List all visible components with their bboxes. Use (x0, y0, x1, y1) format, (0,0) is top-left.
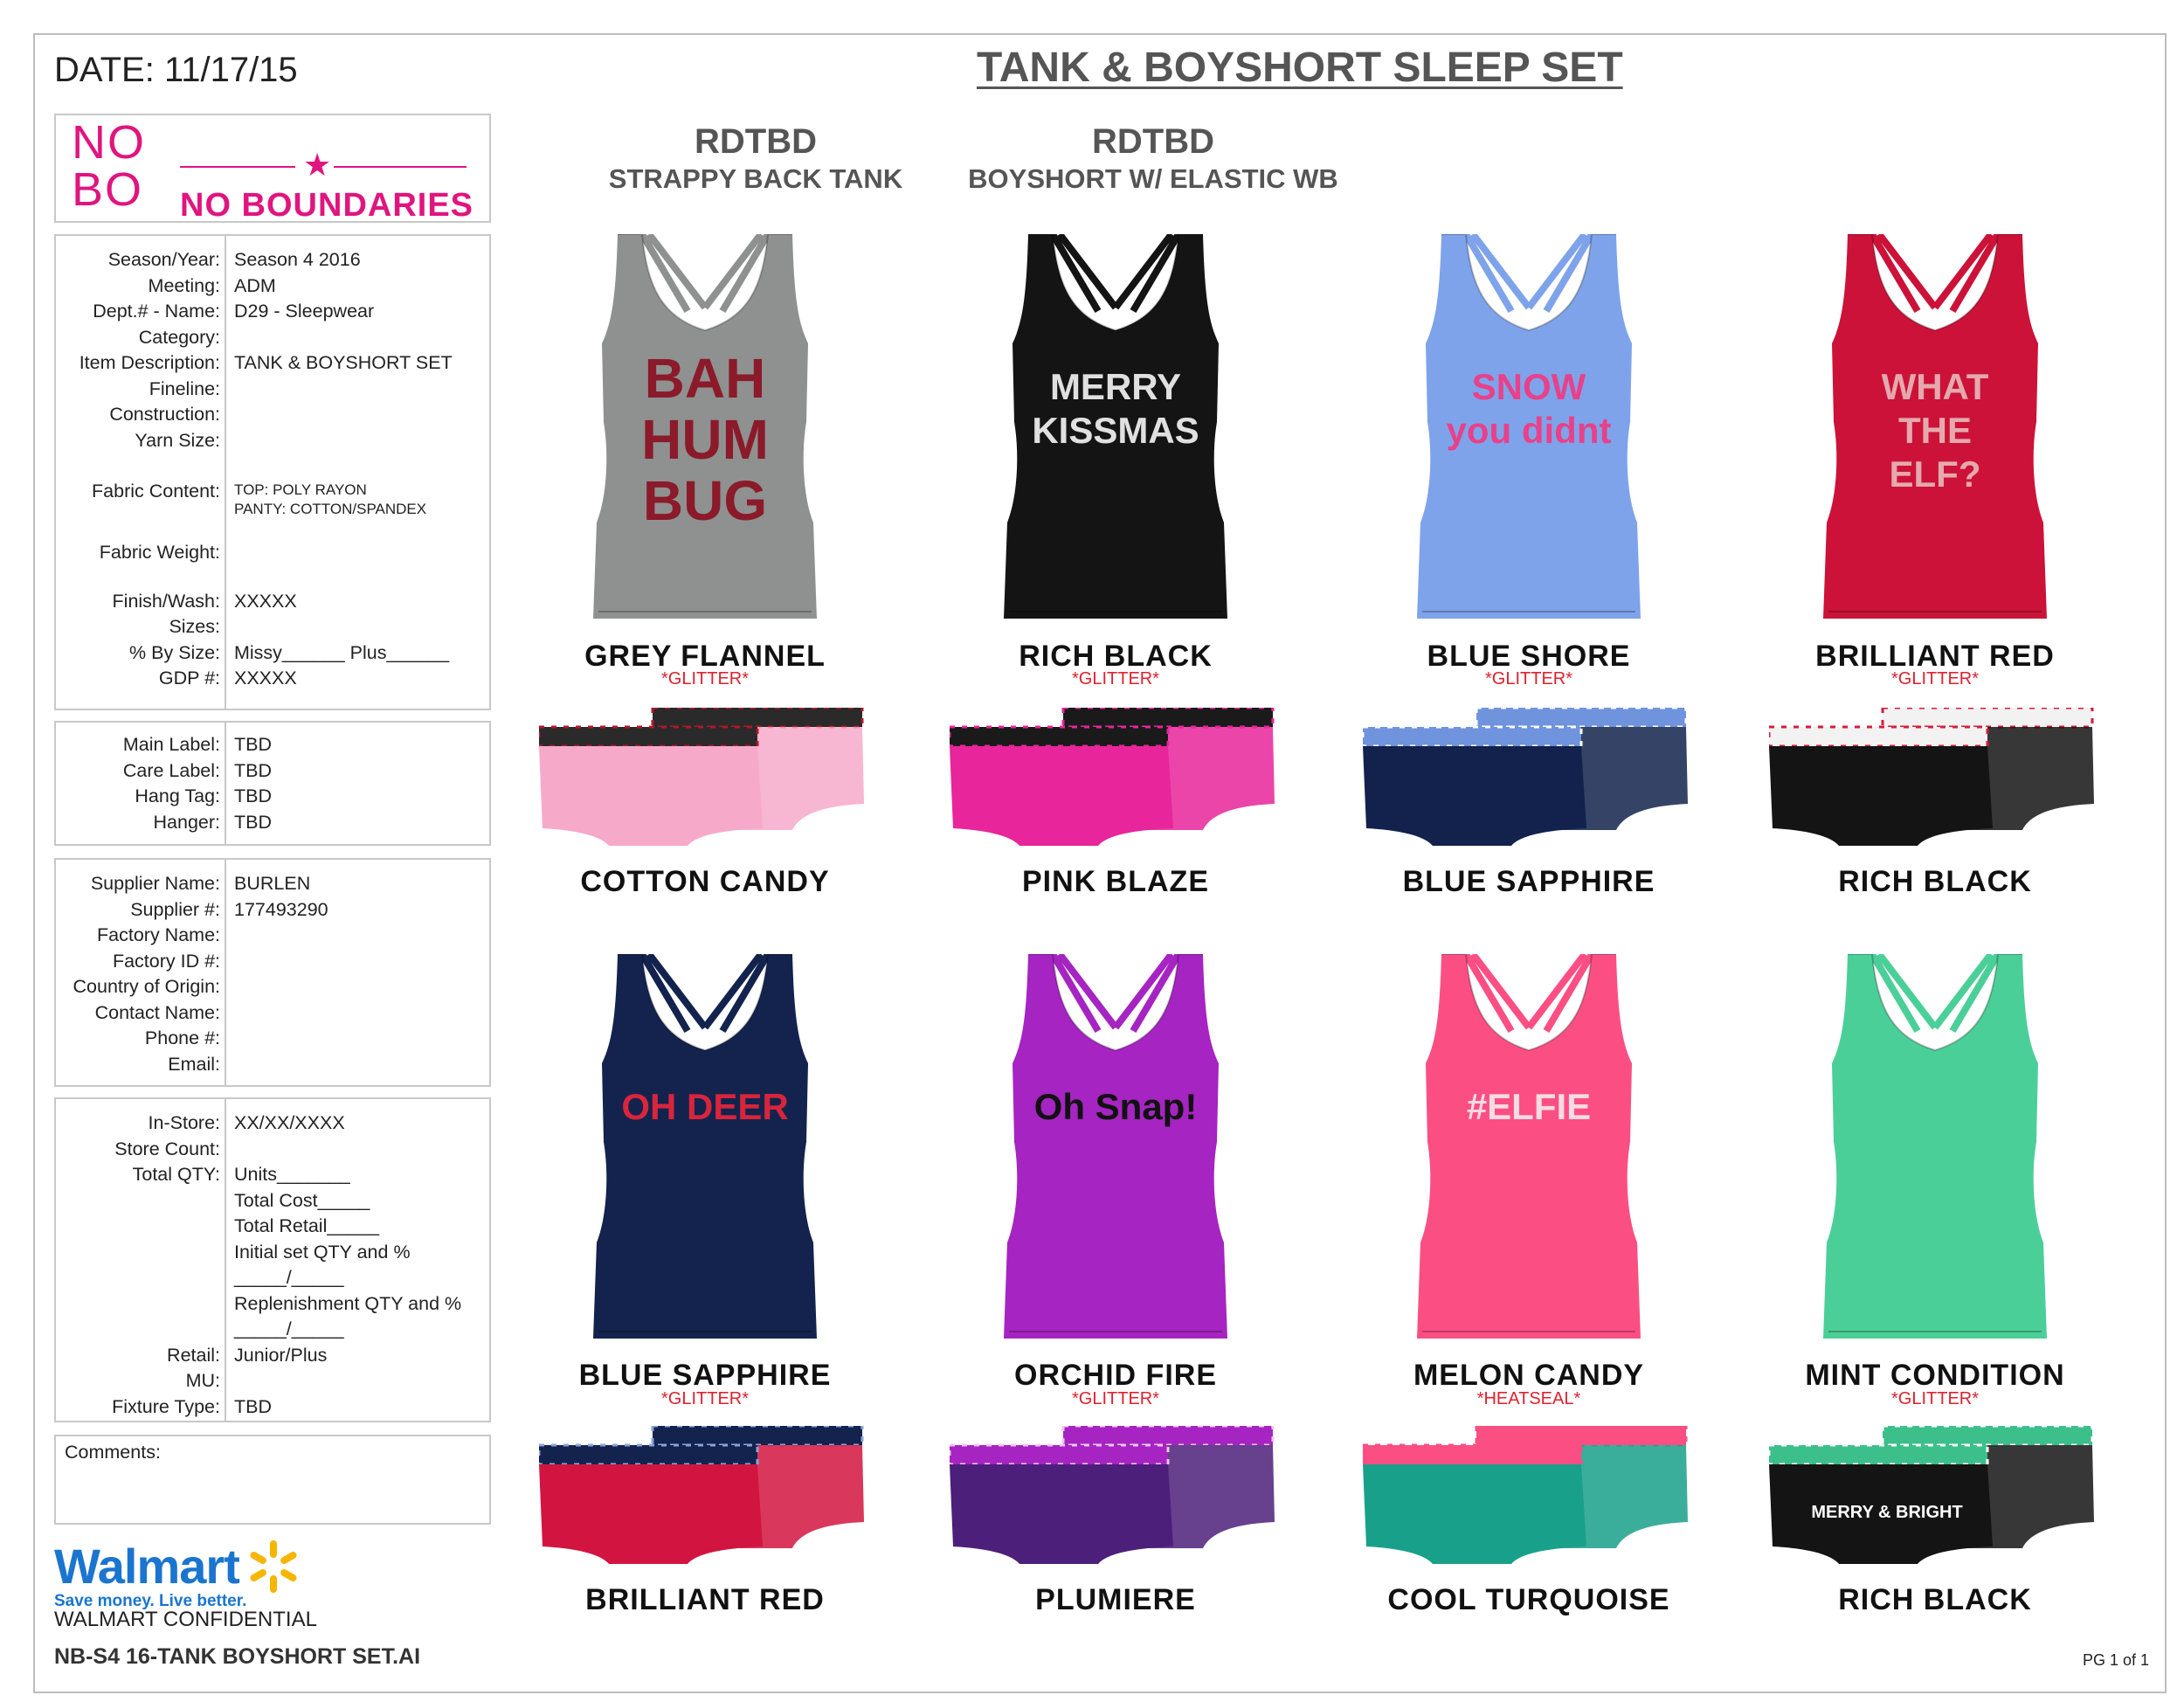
boyshort (950, 708, 1282, 848)
boyshort-illustration (539, 1426, 871, 1566)
supplier-box (54, 858, 491, 1087)
spec-key: Contact Name: (94, 1001, 220, 1023)
spec-value: Total Cost_____ (234, 1189, 370, 1211)
boyshort (539, 708, 871, 848)
tank-graphic-text: Oh Snap! (1033, 1086, 1198, 1127)
spec-value: Units_______ (234, 1164, 350, 1185)
date-label: DATE: 11/17/15 (54, 51, 298, 89)
spec-key: Country of Origin: (73, 976, 220, 997)
boyshort (950, 1426, 1282, 1566)
walmart-logo (54, 1538, 302, 1611)
tank-top (985, 954, 1247, 1339)
spec-value: Junior/Plus (234, 1344, 328, 1366)
logo-rule-left (180, 166, 295, 168)
tank-graphic-text: WHAT THE ELF? (1881, 366, 1989, 495)
spec-key: Store Count: (114, 1138, 220, 1159)
spec-key: Fabric Content: (92, 480, 220, 502)
walmart-tagline: Save money. Live better. (54, 1592, 247, 1610)
tank-top (574, 234, 836, 619)
style-tank: RDTBD STRAPPY BACK TANK (608, 122, 903, 194)
nobo-monogram: NO BO (72, 116, 146, 216)
spec-value: TBD (234, 1395, 272, 1417)
confidential-label: WALMART CONFIDENTIAL (54, 1608, 317, 1631)
spec-key: Fineline: (149, 377, 220, 399)
boyshort (1769, 708, 2101, 848)
spec-key: Sizes: (169, 616, 220, 637)
spec-key: Retail: (167, 1344, 220, 1366)
spec-key: Factory ID #: (112, 950, 220, 972)
comments-label: Comments: (65, 1442, 161, 1463)
boyshort (1363, 708, 1695, 848)
spec-key: Fabric Weight: (99, 541, 220, 563)
tank-top (1804, 234, 2066, 619)
tank-illustration (1398, 954, 1660, 1339)
tank-color-name: GREY FLANNEL (584, 640, 826, 673)
spec-key: Finish/Wash: (112, 590, 220, 612)
spec-value: 177493290 (234, 898, 328, 920)
tank-graphic-text: SNOW you didnt (1446, 366, 1612, 451)
spec-value: _____/_____ (234, 1318, 344, 1339)
tank-illustration (985, 954, 1247, 1339)
spec-key: Phone #: (144, 1027, 220, 1048)
spec-value: TBD (234, 759, 272, 781)
spec-value: TBD (234, 785, 272, 806)
finish-note: *GLITTER* (1071, 669, 1160, 688)
spec-key: Supplier Name: (90, 873, 220, 894)
boyshort-color-name: PINK BLAZE (1022, 865, 1209, 898)
spec-value: Total Retail_____ (234, 1215, 380, 1236)
boyshort-illustration (950, 1426, 1282, 1566)
tank-illustration (574, 954, 836, 1339)
boyshort (1769, 1426, 2101, 1566)
tank-color-name: BLUE SHORE (1427, 640, 1631, 673)
boyshort-color-name: BLUE SAPPHIRE (1402, 865, 1655, 898)
tank-color-name: ORCHID FIRE (1014, 1359, 1217, 1392)
boyshort-illustration (950, 708, 1282, 848)
boyshort (1363, 1426, 1695, 1566)
boyshort-illustration (1769, 1426, 2101, 1566)
boyshort-color-name: COOL TURQUOISE (1387, 1583, 1670, 1616)
spec-value: TOP: POLY RAYON (234, 481, 367, 498)
tank-graphic-text: OH DEER (621, 1086, 789, 1127)
spec-value: TBD (234, 734, 272, 755)
spec-key: GDP #: (158, 668, 220, 688)
boyshort-graphic-text: MERRY & BRIGHT (1811, 1503, 1963, 1522)
store-box (54, 1097, 491, 1422)
brand-name: NO BOUNDARIES (180, 187, 474, 224)
spec-value-2: PANTY: COTTON/SPANDEX (234, 500, 427, 517)
walmart-wordmark: Walmart (54, 1539, 239, 1594)
tank-graphic-text: #ELFIE (1466, 1086, 1592, 1127)
spec-value: Missy______ Plus______ (234, 641, 450, 663)
tank-top (1804, 954, 2066, 1339)
spec-value: TANK & BOYSHORT SET (234, 352, 453, 373)
boyshort-illustration (1363, 1426, 1695, 1566)
finish-note: *GLITTER* (1071, 1389, 1160, 1408)
spec-key: Hanger: (153, 811, 220, 833)
finish-note: *GLITTER* (660, 1389, 750, 1408)
file-name: NB-S4 16-TANK BOYSHORT SET.AI (54, 1644, 421, 1669)
logo-rule-right (334, 166, 467, 168)
spec-key: % By Size: (129, 641, 220, 663)
spark-icon (245, 1538, 302, 1595)
tank-top (1398, 954, 1660, 1339)
tank-top (1398, 234, 1660, 619)
tank-graphic-text: MERRY KISSMAS (1032, 366, 1199, 451)
spec-value: XXXXX (234, 668, 297, 688)
spec-value: ADM (234, 274, 276, 296)
spec-value: Season 4 2016 (234, 249, 361, 270)
spec-key: Meeting: (148, 274, 220, 296)
boyshort (539, 1426, 871, 1566)
boyshort-color-name: BRILLIANT RED (585, 1583, 825, 1616)
tank-illustration (1804, 954, 2066, 1339)
spec-value: _____/_____ (234, 1267, 344, 1288)
spec-key: Hang Tag: (135, 785, 220, 806)
finish-note: *GLITTER* (660, 669, 750, 688)
boyshort-illustration (1363, 708, 1695, 848)
spec-key: Yarn Size: (135, 429, 220, 451)
spec-value: Replenishment QTY and % (234, 1292, 462, 1314)
spec-key: Season/Year: (107, 249, 220, 270)
finish-note: *HEATSEAL* (1476, 1389, 1581, 1408)
spec-value: D29 - Sleepwear (234, 301, 375, 322)
item-info-box (54, 234, 491, 710)
finish-note: *GLITTER* (1890, 1389, 1980, 1408)
boyshort-color-name: RICH BLACK (1838, 865, 2032, 898)
tank-top (574, 954, 836, 1339)
spec-value: Initial set QTY and % (234, 1241, 411, 1263)
tank-color-name: RICH BLACK (1019, 640, 1213, 673)
tank-color-name: BLUE SAPPHIRE (578, 1359, 832, 1392)
tank-color-name: MELON CANDY (1413, 1359, 1645, 1392)
spec-key: Construction: (109, 404, 220, 425)
spec-value: TBD (234, 811, 272, 833)
boyshort-color-name: COTTON CANDY (580, 865, 830, 898)
boyshort-color-name: RICH BLACK (1838, 1583, 2032, 1616)
spec-value: BURLEN (234, 873, 311, 894)
spec-key: In-Store: (148, 1112, 220, 1133)
page-title: TANK & BOYSHORT SLEEP SET (977, 45, 1623, 91)
style-boyshort: RDTBD BOYSHORT W/ ELASTIC WB (968, 122, 1338, 194)
nobo-logo (54, 114, 491, 223)
spec-key: Factory Name: (97, 924, 220, 945)
spec-key: Care Label: (122, 759, 220, 781)
spec-key: Total QTY: (132, 1164, 220, 1185)
spec-key: Item Description: (79, 352, 220, 373)
tank-top (985, 234, 1247, 619)
spec-key: Dept.# - Name: (93, 301, 220, 322)
tank-color-name: BRILLIANT RED (1815, 640, 2055, 673)
tank-color-name: MINT CONDITION (1805, 1359, 2065, 1392)
star-icon: ★ (303, 147, 332, 183)
spec-key: Category: (138, 326, 220, 348)
spec-key: Email: (168, 1053, 220, 1075)
boyshort-illustration (539, 708, 871, 848)
boyshort-illustration (1769, 708, 2101, 848)
spec-key: MU: (185, 1370, 220, 1391)
finish-note: *GLITTER* (1484, 669, 1573, 688)
page-number: PG 1 of 1 (2082, 1651, 2149, 1669)
boyshort-color-name: PLUMIERE (1035, 1583, 1196, 1616)
tank-graphic-text: BAH HUM BUG (641, 347, 769, 532)
spec-value: XX/XX/XXXX (234, 1112, 345, 1133)
comments-box (54, 1435, 491, 1525)
finish-note: *GLITTER* (1890, 669, 1980, 688)
spec-value: XXXXX (234, 590, 297, 612)
spec-key: Supplier #: (130, 898, 220, 920)
spec-key: Main Label: (122, 734, 220, 755)
labels-box (54, 721, 491, 846)
spec-key: Fixture Type: (112, 1395, 220, 1417)
